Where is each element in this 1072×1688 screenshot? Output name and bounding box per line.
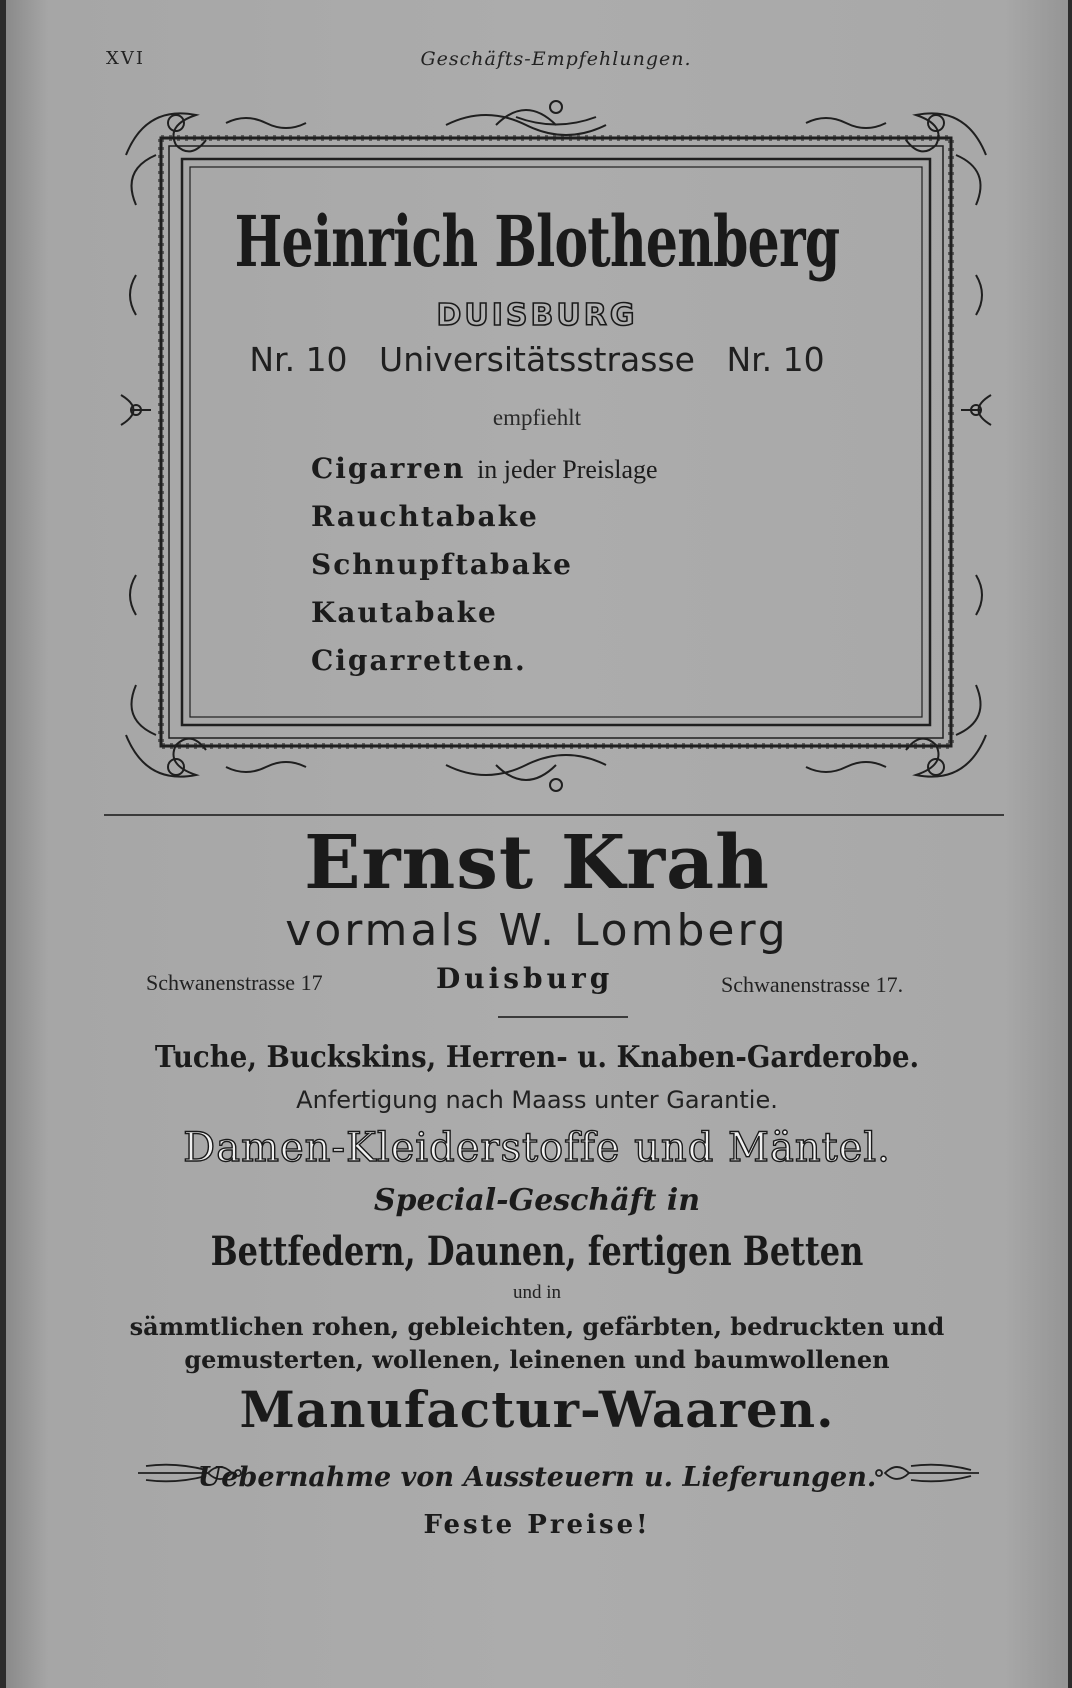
page-number: XVI <box>106 48 145 69</box>
ad2-address-left: Schwanenstrasse 17 <box>146 970 323 995</box>
ad1-product-item <box>311 452 658 500</box>
ad1-product-item <box>311 644 658 692</box>
ad2-special-shop-line: Special-Geschäft in <box>373 1183 701 1218</box>
ad2-address-right: Schwanenstrasse 17. <box>721 972 904 997</box>
short-divider <box>498 1016 628 1018</box>
ad2-bedding-line: Bettfedern, Daunen, fertigen Betten <box>210 1228 864 1275</box>
ad1-city <box>6 298 1068 333</box>
ad2-trousseau-line: Uebernahme von Aussteuern u. Lieferungen. <box>197 1462 877 1493</box>
ad1-city-text: DUISBURG <box>436 298 638 333</box>
ad1-product-item <box>311 548 658 596</box>
ad1-product-list <box>311 452 658 692</box>
ad1-street: Universitätsstrasse <box>379 340 695 379</box>
ad1-product-label: Schnupftabake <box>311 548 573 581</box>
section-divider <box>104 814 1004 816</box>
ad2-city: Duisburg <box>436 962 614 995</box>
ad1-product-item <box>311 596 658 644</box>
ad1-business-name: Heinrich Blothenberg <box>234 200 840 283</box>
ad2-fabrics-line-1: sämmtlichen rohen, gebleichten, gefärbten, bedruckten und <box>129 1312 945 1341</box>
ad1-product-suffix: in jeder Preislage <box>477 455 658 484</box>
ad1-product-item <box>311 500 658 548</box>
ad2-fabrics-line-2: gemusterten, wollenen, leinenen und baumwollenen <box>184 1345 890 1374</box>
ad2-former-owner: vormals W. Lomberg <box>285 905 789 956</box>
ad1-recommends: empfiehlt <box>492 405 582 430</box>
ad1-product-label: Cigarretten. <box>311 644 527 677</box>
ad2-tailoring-line: Anfertigung nach Maass unter Garantie. <box>296 1086 778 1114</box>
running-head: Geschäfts-Empfehlungen. <box>420 48 692 70</box>
ad1-product-label: Kautabake <box>311 596 498 629</box>
ad1-product-label: Cigarren <box>311 452 466 485</box>
ad2-ladies-line: Damen-Kleiderstoffe und Mäntel. <box>183 1125 891 1171</box>
ad2-and-in-line: und in <box>512 1282 562 1303</box>
right-flourish-ornament <box>871 1458 981 1488</box>
ad1-address <box>6 340 1068 379</box>
ad1-product-label: Rauchtabake <box>311 500 539 533</box>
ad2-clothing-line: Tuche, Buckskins, Herren- u. Knaben-Garderobe. <box>154 1040 920 1075</box>
ad2-fixed-prices: Feste Preise! <box>423 1510 651 1540</box>
ad2-goods-line: Manufactur-Waaren. <box>239 1380 835 1439</box>
ad1-address-number-right: Nr. 10 <box>726 340 825 379</box>
ad1-address-number-left: Nr. 10 <box>249 340 348 379</box>
catalog-page <box>6 0 1068 1688</box>
ad2-business-name: Ernst Krah <box>304 820 770 906</box>
